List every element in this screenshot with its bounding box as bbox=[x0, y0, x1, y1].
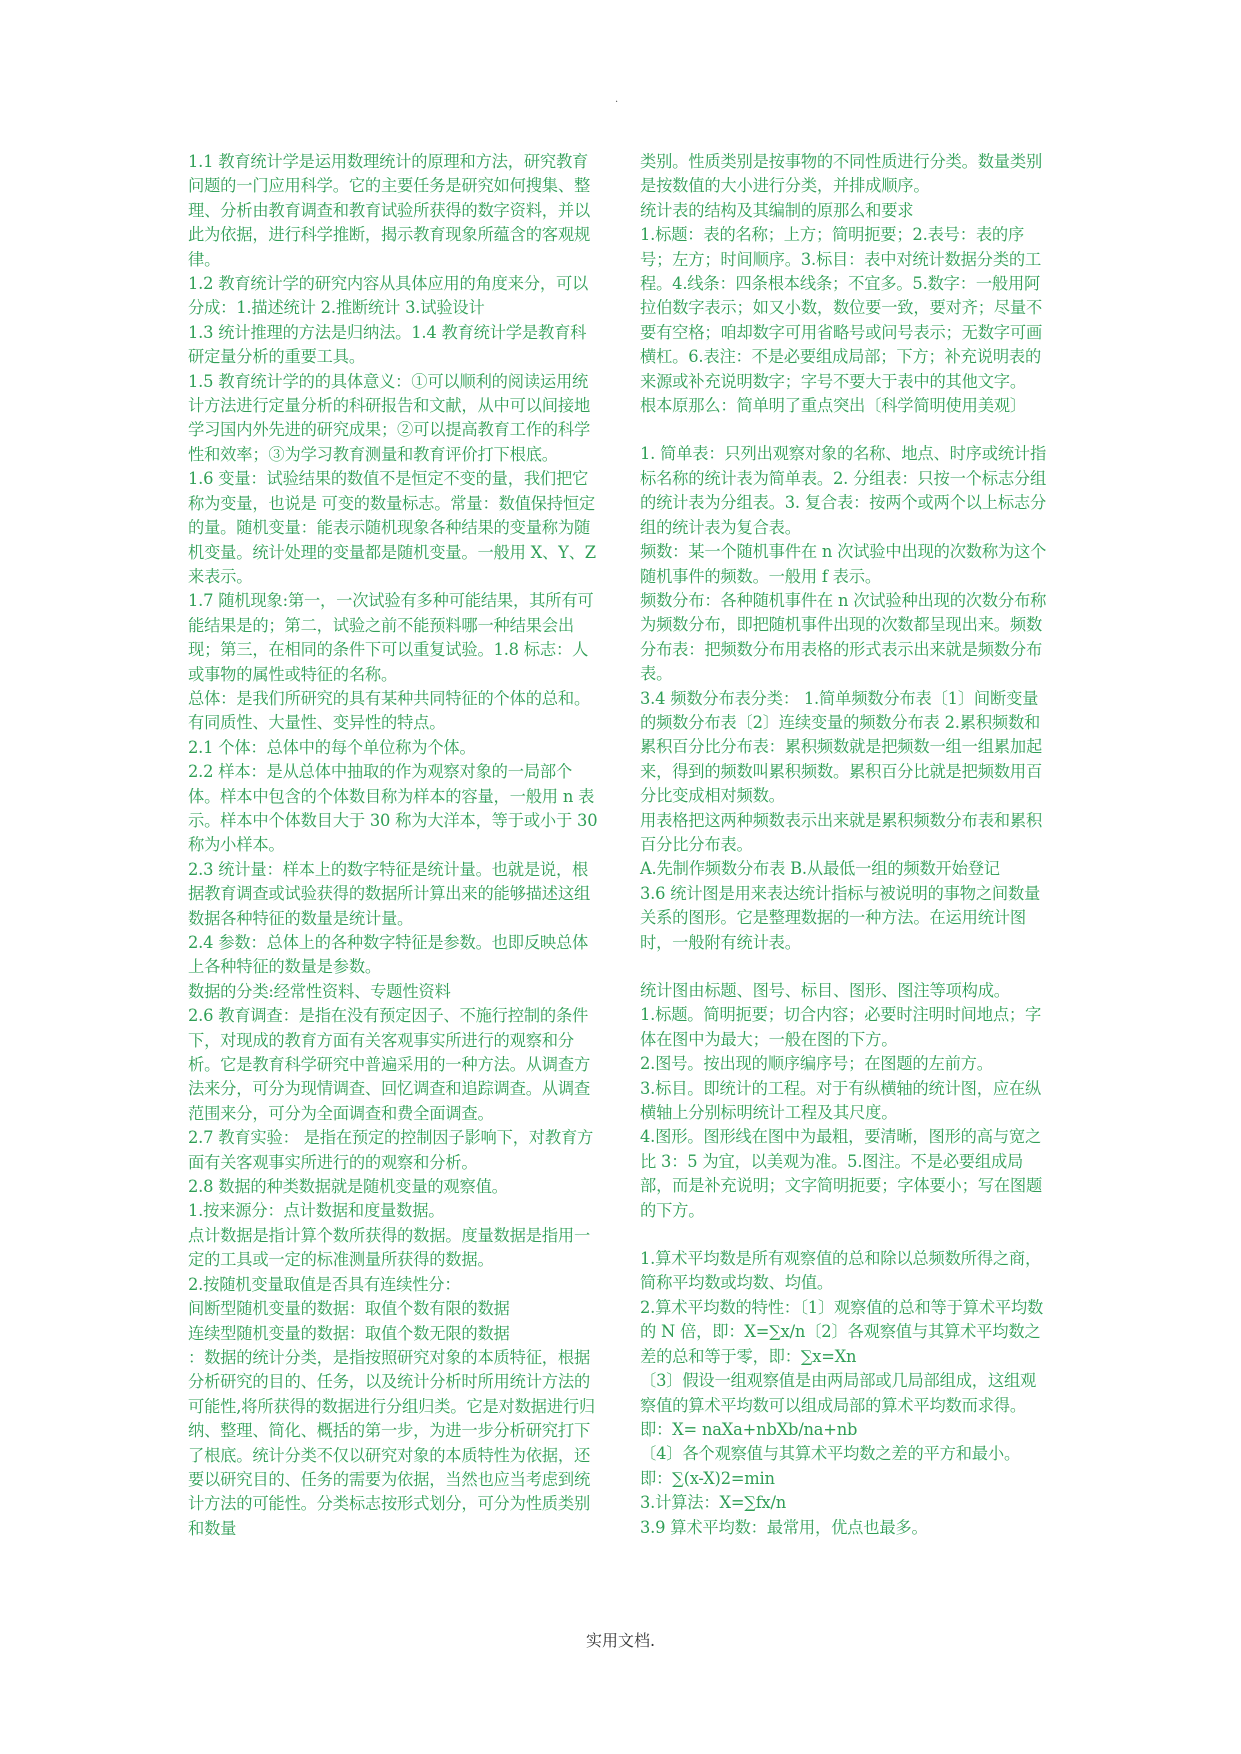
paragraph: 1.3 统计推理的方法是归纳法。1.4 教育统计学是教育科研定量分析的重要工具。 bbox=[188, 322, 587, 367]
paragraph: 2.6 教育调查：是指在没有预定因子、不施行控制的条件下，对现成的教育方面有关客观事实所进行的观察和分析。它是教育科学研究中普遍采用的一种方法。从调查方法来分，可分为现情调查、回忆调查和追踪调查。从调查范围来分，可分为全面调查和费全面调查。 bbox=[188, 1006, 591, 1123]
page-footer: 实用文档. bbox=[585, 1631, 656, 1650]
paragraph: 1.标题。简明扼要；切合内容；必要时注明时间地点；字体在图中为最大；一般在图的下方。 bbox=[640, 1005, 1042, 1049]
paragraph: 2.4 参数：总体上的各种数字特征是参数。也即反映总体上各种特征的数量是参数。 bbox=[188, 933, 589, 977]
paragraph: 2.8 数据的种类数据就是随机变量的观察值。 bbox=[188, 1177, 508, 1197]
paragraph: 〔3〕假设一组观察值是由两局部或几局部组成，这组观察值的算术平均数可以组成局部的算术平均数而求得。即：X= naXa+nbXb/na+nb bbox=[640, 1371, 1037, 1439]
paragraph: 3.4 频数分布表分类： 1.简单频数分布表〔1〕间断变量的频数分布表〔2〕连续变量的频数分布表 2.累积频数和累积百分比分布表：累积频数就是把频数一组一组累加起来，得到的频数叫累积频数。累积百分比就是把频数用百分比变成相对频数。 bbox=[640, 688, 1043, 806]
blank-line bbox=[640, 418, 1050, 442]
paragraph: 1.5 教育统计学的的具体意义：①可以顺利的阅读运用统计方法进行定量分析的科研报告和文献，从中可以间接地学习国内外先进的研究成果；②可以提高教育工作的科学性和效率；③为学习教育测量和教育评价打下根底。 bbox=[188, 371, 591, 464]
paragraph: 1.算术平均数是所有观察值的总和除以总频数所得之商，简称平均数或均数、均值。 bbox=[640, 1249, 1042, 1293]
paragraph: 2.算术平均数的特性：〔1〕观察值的总和等于算术平均数的 N 倍，即：X=∑x/n〔2〕各观察值与其算术平均数之差的总和等于零，即：∑x=Xn bbox=[640, 1297, 1044, 1366]
blank-line bbox=[640, 1223, 1050, 1247]
paragraph: 1.2 教育统计学的研究内容从具体应用的角度来分，可以分成：1.描述统计 2.推断统计 3.试验设计 bbox=[188, 274, 589, 318]
paragraph: 类别。性质类别是按事物的不同性质进行分类。数量类别是按数值的大小进行分类，并排成顺序。 bbox=[640, 152, 1043, 196]
paragraph: 1.标题：表的名称；上方；简明扼要；2.表号：表的序号；左方；时间顺序。3.标目：表中对统计数据分类的工程。4.线条：四条根本线条；不宜多。5.数字：一般用阿拉伯数字表示；如又小数，数位要一致，要对齐；尽量不要有空格；咱却数字可用省略号或问号表示；无数字可画横杠。6.表注：不是必要组成局部；下方；补充说明表的来源或补充说明数字；字号不要大于表中的其他文字。 bbox=[640, 225, 1043, 391]
header-mark: . bbox=[615, 94, 619, 105]
paragraph: 1.按来源分：点计数据和度量数据。 bbox=[188, 1201, 445, 1221]
paragraph: 3.计算法：X=∑fx/n bbox=[640, 1493, 787, 1513]
paragraph: 频数：某一个随机事件在 n 次试验中出现的次数称为这个随机事件的频数。一般用 f 表示。 bbox=[640, 542, 1047, 586]
paragraph: 1.6 变量：试验结果的数值不是恒定不变的量，我们把它称为变量，也说是 可变的数量标志。常量：数值保持恒定的量。随机变量：能表示随机现象各种结果的变量称为随机变量。统计处理的变量都是随机变量。一般用 X、Y、Z 来表示。 bbox=[188, 469, 596, 586]
paragraph: 统计表的结构及其编制的原那么和要求 bbox=[640, 200, 914, 220]
paragraph: A.先制作频数分布表 B.从最低一组的频数开始登记 bbox=[640, 859, 1000, 879]
paragraph: 1. 简单表：只列出观察对象的名称、地点、时序或统计指标名称的统计表为简单表。2. 分组表：只按一个标志分组的统计表为分组表。3. 复合表：按两个或两个以上标志分组的统计表为复合表。 bbox=[640, 444, 1047, 537]
paragraph: 3.9 算术平均数：最常用，优点也最多。 bbox=[640, 1517, 928, 1537]
paragraph: 3.标目。即统计的工程。对于有纵横轴的统计图，应在纵横轴上分别标明统计工程及其尺度。 bbox=[640, 1078, 1042, 1123]
paragraph: 总体：是我们所研究的具有某种共同特征的个体的总和。有同质性、大量性、变异性的特点。 bbox=[188, 688, 591, 733]
paragraph: 4.图形。图形线在图中为最粗，要清晰，图形的高与宽之比 3：5 为宜，以美观为准。5.图注。不是必要组成局部，而是补充说明；文字简明扼要；字体要小；写在图题的下方。 bbox=[640, 1127, 1043, 1220]
paragraph: 〔4〕各个观察值与其算术平均数之差的平方和最小。即：∑(x-X)2=min bbox=[640, 1444, 1021, 1488]
paragraph: 2.图号。按出现的顺序编序号；在图题的左前方。 bbox=[640, 1054, 993, 1074]
right-column bbox=[640, 150, 1050, 1540]
paragraph: 频数分布：各种随机事件在 n 次试验种出现的次数分布称为频数分布，即把随机事件出现的次数都呈现出来。频数分布表：把频数分布用表格的形式表示出来就是频数分布表。 bbox=[640, 590, 1047, 684]
paragraph: 2.1 个体：总体中的每个单位称为个体。 bbox=[188, 737, 476, 757]
paragraph: 3.6 统计图是用来表达统计指标与被说明的事物之间数量关系的图形。它是整理数据的一种方法。在运用统计图时，一般附有统计表。 bbox=[640, 883, 1041, 952]
paragraph: 根本原那么：简单明了重点突出〔科学简明使用美观〕 bbox=[640, 396, 1026, 416]
paragraph: 2.3 统计量：样本上的数字特征是统计量。也就是说，根据教育调查或试验获得的数据所计算出来的能够描述这组数据各种特征的数量是统计量。 bbox=[188, 859, 591, 928]
paragraph: ：数据的统计分类，是指按照研究对象的本质特征，根据分析研究的目的、任务，以及统计分析时所用统计方法的可能性,将所获得的数据进行分组归类。它是对数据进行归纳、整理、简化、概括的第一步，为进一步分析研究打下了根底。统计分类不仅以研究对象的本质特性为依据，还要以研究目的、任务的需要为依据，当然也应当考虑到统计方法的可能性。分类标志按形式划分，可分为性质类别和数量 bbox=[188, 1347, 596, 1538]
paragraph: 间断型随机变量的数据：取值个数有限的数据 bbox=[188, 1299, 510, 1319]
paragraph: 2.2 样本：是从总体中抽取的作为观察对象的一局部个体。样本中包含的个体数目称为样本的容量，一般用 n 表示。样本中个体数目大于 30 称为大洋本，等于或小于 30 称为小样本。 bbox=[188, 762, 598, 855]
blank-line bbox=[640, 955, 1050, 979]
left-column bbox=[188, 150, 598, 1541]
paragraph: 点计数据是指计算个数所获得的数据。度量数据是指用一定的工具或一定的标准测量所获得的数据。 bbox=[188, 1225, 591, 1270]
paragraph: 数据的分类:经常性资料、专题性资料 bbox=[188, 981, 451, 1001]
paragraph: 统计图由标题、图号、标目、图形、图注等项构成。 bbox=[640, 981, 1010, 1000]
paragraph: 2.按随机变量取值是否具有连续性分： bbox=[188, 1274, 461, 1294]
paragraph: 连续型随机变量的数据：取值个数无限的数据 bbox=[188, 1323, 510, 1343]
paragraph: 1.1 教育统计学是运用数理统计的原理和方法，研究教育问题的一门应用科学。它的主要任务是研究如何搜集、整理、分析由教育调查和教育试验所获得的数字资料，并以此为依据，进行科学推断，揭示教育现象所蕴含的客观规律。 bbox=[188, 152, 591, 269]
paragraph: 用表格把这两种频数表示出来就是累积频数分布表和累积百分比分布表。 bbox=[640, 810, 1043, 854]
paragraph: 1.7 随机现象:第一，一次试验有多种可能结果，其所有可能结果是的；第二，试验之前不能预料哪一种结果会出现；第三，在相同的条件下可以重复试验。1.8 标志：人或事物的属性或特征的名称。 bbox=[188, 591, 594, 684]
paragraph: 2.7 教育实验： 是指在预定的控制因子影响下，对教育方面有关客观事实所进行的的观察和分析。 bbox=[188, 1128, 594, 1172]
